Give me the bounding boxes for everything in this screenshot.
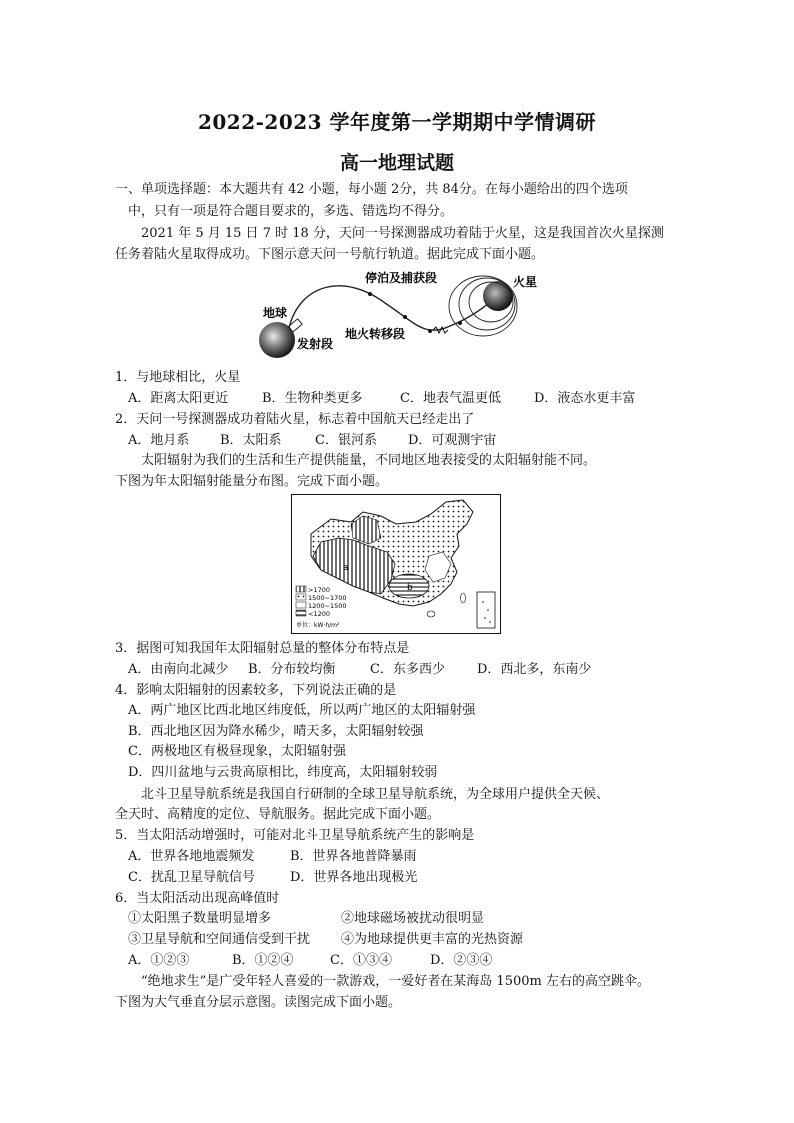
q6-statement-3: ③卫星导航和空间通信受到干扰 [128,932,311,947]
q4-option-a[interactable]: A．两广地区比西北地区纬度低，所以两广地区的太阳辐射强 [128,703,476,718]
q6-statement-2: ②地球磁场被扰动很明显 [341,911,485,926]
region-b-label: b [407,583,413,593]
legend-2: 1500~1700 [308,594,347,602]
passage3-line1: 北斗卫星导航系统是我国自行研制的全球卫星导航系统，为全球用户提供全天候、 [141,787,610,802]
passage4-line1: “绝地求生”是广受年轻人喜爱的一款游戏，一爱好者在某海岛 1500m 左右的高空跳伞。 [141,974,650,989]
q2-stem: 2．天问一号探测器成功着陆火星，标志着中国航天已经走出了 [115,412,475,427]
label-earth: 地球 [263,306,288,320]
q4-option-c[interactable]: C．两极地区有极昼现象，太阳辐射强 [128,744,346,759]
label-transfer: 地火转移段 [345,327,406,341]
passage1-line2: 任务着陆火星取得成功。下图示意天问一号航行轨道。据此完成下面小题。 [115,247,545,262]
legend-4: <1200 [308,610,330,618]
q3-option-d[interactable]: D．西北多，东南少 [477,662,592,677]
q5-option-b[interactable]: B．世界各地普降暴雨 [290,849,417,864]
passage2-line2: 下图为年太阳辐射能量分布图。完成下面小题。 [115,474,389,489]
q6-statement-4: ④为地球提供更丰富的光热资源 [341,932,524,947]
q1-stem: 1．与地球相比，火星 [115,370,241,385]
q3-stem: 3．据图可知我国年太阳辐射总量的整体分布特点是 [115,641,410,656]
q5-option-c[interactable]: C．扰乱卫星导航信号 [128,870,255,885]
legend-3: 1200~1500 [308,602,347,610]
tianwen-trajectory-figure [255,268,555,360]
q6-option-d[interactable]: D．②③④ [430,953,493,968]
q1-option-d[interactable]: D．液态水更丰富 [534,391,636,406]
q3-option-b[interactable]: B．分布较均衡 [248,662,336,677]
passage1-line1: 2021 年 5 月 15 日 7 时 18 分，天问一号探测器成功着陆于火星，这是我国首次火星探测 [141,226,664,241]
exam-title: 2022-2023 学年度第一学期期中学情调研 [197,110,597,134]
q1-option-c[interactable]: C．地表气温更低 [400,391,501,406]
q2-option-c[interactable]: C．银河系 [315,433,377,448]
passage4-line2: 下图为大气垂直分层示意图。读图完成下面小题。 [115,995,402,1010]
q5-option-a[interactable]: A．世界各地地震频发 [128,849,255,864]
q2-option-d[interactable]: D．可观测宇宙 [408,433,497,448]
q6-stem: 6．当太阳活动出现高峰值时 [115,891,280,906]
exam-subtitle: 高一地理试题 [339,152,454,174]
q6-option-a[interactable]: A．①②③ [128,953,190,968]
q3-option-a[interactable]: A．由南向北减少 [128,662,229,677]
mars-icon [483,281,513,311]
q1-option-b[interactable]: B．生物种类更多 [262,391,363,406]
q1-option-a[interactable]: A．距离太阳更近 [128,391,229,406]
label-launch: 发射段 [297,337,334,351]
passage3-line2: 全天时、高精度的定位、导航服务。据此完成下面小题。 [115,807,441,822]
q4-option-b[interactable]: B．西北地区因为降水稀少，晴天多，太阳辐射较强 [128,724,424,739]
legend-unit: 单位：kW·h/m² [296,622,340,629]
solar-radiation-map-figure [291,494,501,634]
q2-option-b[interactable]: B．太阳系 [220,433,282,448]
q6-statement-1: ①太阳黑子数量明显增多 [128,911,272,926]
region-a-label: a [343,563,349,573]
q2-option-a[interactable]: A．地月系 [128,433,190,448]
q5-stem: 5．当太阳活动增强时，可能对北斗卫星导航系统产生的影响是 [115,828,475,843]
q5-option-d[interactable]: D．世界各地出现极光 [290,870,418,885]
label-mars: 火星 [513,275,538,289]
q4-option-d[interactable]: D．四川盆地与云贵高原相比，纬度高，太阳辐射较弱 [128,765,438,780]
passage2-line1: 太阳辐射为我们的生活和生产提供能量，不同地区地表接受的太阳辐射能不同。 [141,453,597,468]
legend-1: >1700 [308,586,330,594]
q4-stem: 4．影响太阳辐射的因素较多，下列说法正确的是 [115,683,397,698]
section-instruction-line2: 中，只有一项是符合题目要求的，多选、错选均不得分。 [128,204,454,219]
q6-option-c[interactable]: C．①③④ [330,953,392,968]
q6-option-b[interactable]: B．①②④ [232,953,294,968]
section-instruction-line1: 一、单项选择题：本大题共有 42 小题，每小题 2分，共 84分。在每小题给出的四个选项 [115,182,628,197]
q3-option-c[interactable]: C．东多西少 [370,662,445,677]
label-parking: 停泊及捕获段 [365,271,438,285]
